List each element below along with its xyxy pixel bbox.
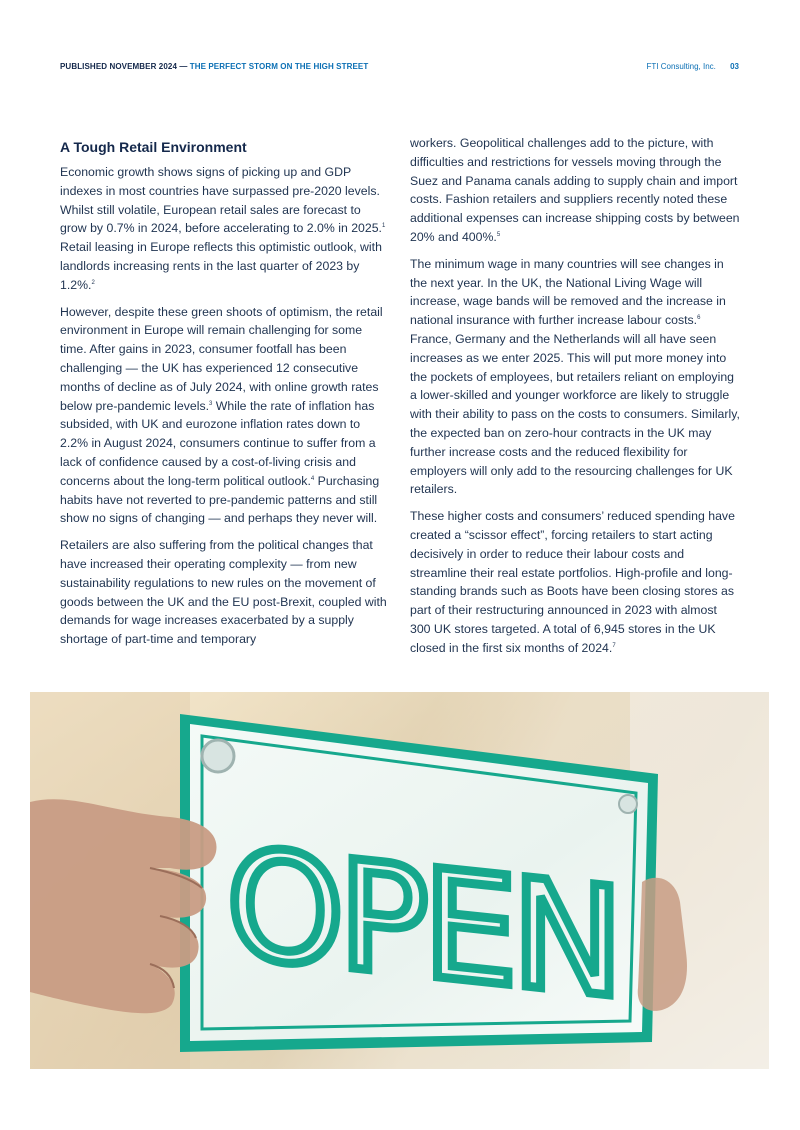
published-date: PUBLISHED NOVEMBER 2024 — (60, 62, 188, 71)
footnote-ref-1[interactable]: 1 (381, 223, 386, 230)
sign-hole-right (619, 795, 637, 813)
sign-open-text: OPEN (226, 816, 618, 1032)
paragraph-1: Economic growth shows signs of picking up and GDP indexes in most countries have surpassed pre-2020 levels. Whilst still volatile, European retail sales are forecast to grow by 0.7% in 2024, before accelerating to 2.0% in 2025.$^1$ Retail leasing in Europe reflects this optimistic outlook, with landlords increasing rents in the last quarter of 2023 by 1.2%.$^2$ (60, 165, 386, 292)
paragraph-2: However, despite these green shoots of optimism, the retail environment in Europe will remain challenging for some time. After gains in 2023, consumer footfall has been challenging — the UK has experienced 12 consecutive months of decline as of July 2024, with online growth rates below pre-pandemic levels.$^3$ While the rate of inflation has subsided, with UK and eurozone inflation rates down to 2.2% in August 2024, consumers continue to suffer from a lack of confidence caused by a cost-of-living crisis and concerns about the long-term political outlook.$^4$ Purchasing habits have not reverted to pre-pandemic patterns and still show no signs of changing — and perhaps they never will. (60, 304, 383, 526)
footnote-ref-5[interactable]: 5 (496, 231, 501, 238)
footnote-ref-7[interactable]: 7 (612, 642, 616, 649)
open-sign-illustration (30, 692, 769, 1069)
footnote-ref-6[interactable]: 6 (697, 315, 701, 322)
paragraph-3: Retailers are also suffering from the political changes that have increased their operating complexity — from new sustainability regulations to new rules on the movement of goods between the UK and the EU post-Brexit, coupled with demands for wage increases exacerbated by a supply shortage of part-time and temporary (60, 538, 387, 647)
page-number: 03 (730, 62, 739, 71)
right-column (410, 137, 740, 666)
paragraph-6: These higher costs and consumers’ reduced spending have created a “scissor effect”, forcing retailers to start acting decisively in order to reduce their labour costs and streamline their real estate portfolios. High-profile and long-standing brands such as Boots have been closing stores as part of their restructuring announced in 2023 with almost 300 UK stores targeted. A total of 6,945 stores in the UK closed in the first six months of 2024.$^7$ (410, 509, 735, 655)
paragraph-5: The minimum wage in many countries will see changes in the next year. In the UK, the National Living Wage will increase, wage bands will be removed and the increase in national insurance with further increase labour costs.$^6$ France, Germany and the Netherlands will all have seen increases as we enter 2025. This will put more money into the pockets of employees, but retailers reliant on employing a lower-skilled and younger workforce are likely to struggle with their ability to pass on the costs to consumers. Similarly, the expected ban on zero-hour contracts in the UK may further increase costs and the reduced flexibility for employers will only add to the resourcing challenges for UK retailers. (410, 256, 740, 497)
open-sign-photo (30, 692, 769, 1069)
left-column (60, 137, 390, 657)
footnote-ref-2[interactable]: 2 (91, 279, 95, 286)
paragraph-4: workers. Geopolitical challenges add to the picture, with difficulties and restrictions for vessels moving through the Suez and Panama canals adding to supply chain and import costs. Fashion retailers and suppliers recently noted these additional expenses can increase shipping costs by between 20% and 400%.$^5$ (410, 136, 740, 244)
section-heading: A Tough Retail Environment (60, 139, 247, 155)
running-header (60, 62, 368, 71)
sign-hole-left (202, 740, 234, 772)
footnote-ref-4[interactable]: 4 (310, 475, 315, 482)
header-right (647, 62, 740, 71)
footnote-ref-3[interactable]: 3 (209, 400, 213, 407)
company-name: FTI Consulting, Inc. (646, 62, 716, 71)
report-title: THE PERFECT STORM ON THE HIGH STREET (189, 62, 369, 71)
